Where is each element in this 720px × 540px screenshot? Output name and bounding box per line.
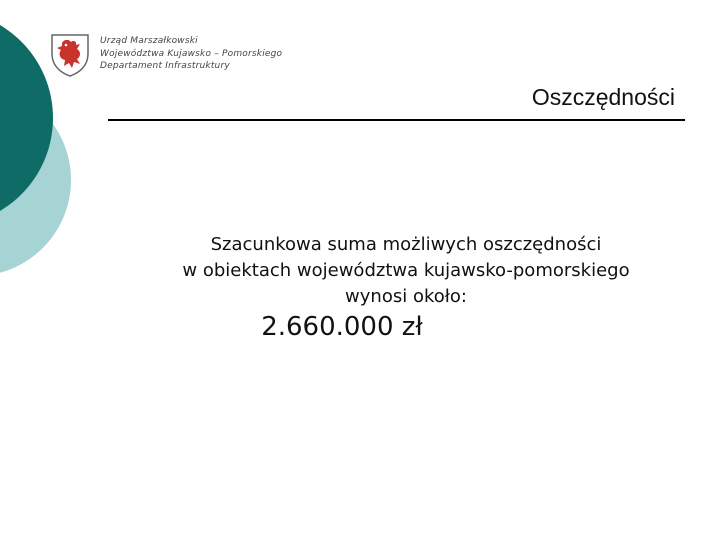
header-line-voivodeship: Województwa Kujawsko – Pomorskiego [100, 48, 283, 59]
slide-title: Oszczędności [531, 84, 675, 110]
header-line-office: Urząd Marszałkowski [100, 36, 198, 46]
body-line-2: w obiektach województwa kujawsko-pomorskiego [182, 260, 630, 281]
header-line-department: Departament Infrastruktury [100, 61, 230, 71]
savings-amount: 2.660.000 zł [261, 312, 423, 342]
coat-of-arms-icon [49, 32, 91, 78]
body-line-1: Szacunkowa suma możliwych oszczędności [210, 234, 602, 255]
body-line-3: wynosi około: [345, 286, 467, 307]
title-divider [108, 119, 685, 121]
institution-header [100, 35, 282, 73]
savings-description [100, 232, 712, 310]
